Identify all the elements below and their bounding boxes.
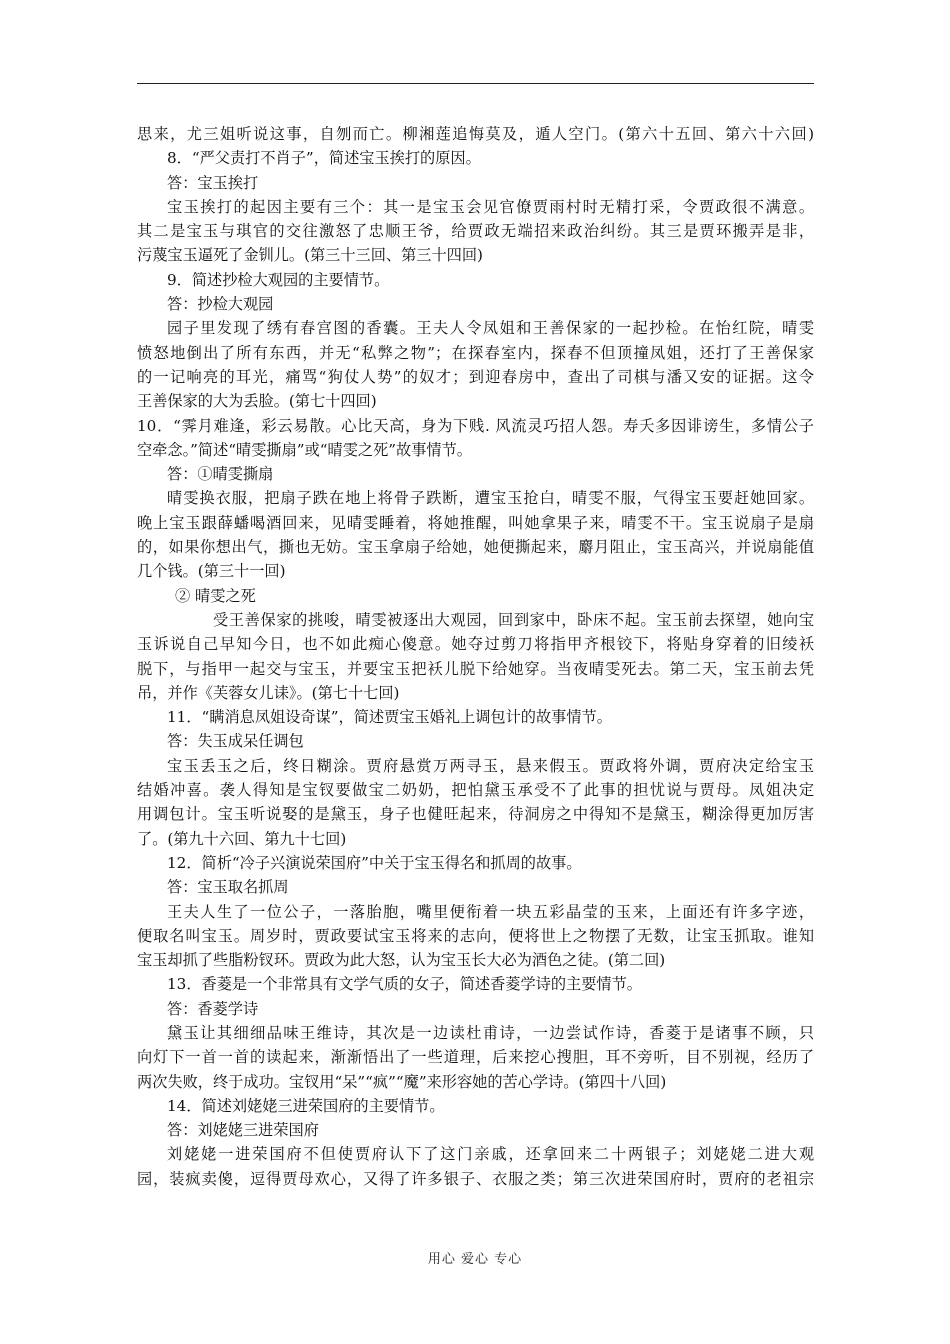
text-line: 晴雯换衣服，把扇子跌在地上将骨子跌断，遭宝玉抢白，晴雯不服，气得宝玉要赶她回家。 <box>167 489 814 508</box>
text-line: 几个钱。(第三十一回) <box>137 562 286 581</box>
text-line: 9．简述抄检大观园的主要情节。 <box>167 270 390 289</box>
text-line: 结婚冲喜。袭人得知是宝钗要做宝二奶奶，把怕黛玉承受不了此事的担忧说与贾母。凤姐决定 <box>137 781 814 800</box>
text-line: 晚上宝玉跟薛蟠喝酒回来，见晴雯睡着，将她推醒，叫她拿果子来，晴雯不干。宝玉说扇子是扇 <box>137 513 814 532</box>
text-line: 其二是宝玉与琪官的交往激怒了忠顺王爷，给贾政无端招来政治纠纷。其三是贾环搬弄是非， <box>137 222 814 241</box>
text-line: 王善保家的大为丢脸。(第七十四回) <box>137 392 377 411</box>
text-line: 污蔑宝玉逼死了金钏儿。(第三十三回、第三十四回) <box>137 246 483 265</box>
text-line: 黛玉让其细细品味王维诗，其次是一边读杜甫诗，一边尝试作诗，香菱于是诸事不顾，只 <box>167 1023 814 1042</box>
document-body <box>137 122 814 1191</box>
text-line: 园子里发现了绣有春宫图的香囊。王夫人令凤姐和王善保家的一起抄检。在怡红院，晴雯 <box>167 319 814 338</box>
text-line: 13．香菱是一个非常具有文学气质的女子，简述香菱学诗的主要情节。 <box>167 975 642 994</box>
text-line: 10．“霁月难逢，彩云易散。心比天高，身为下贱. 风流灵巧招人怨。寿夭多因诽谤生，多情公子 <box>137 416 814 435</box>
text-line: 两次失败，终于成功。宝钗用“呆”“疯”“魔”来形容她的苦心学诗。(第四十八回) <box>137 1072 667 1091</box>
text-line: 便取名叫宝玉。周岁时，贾政要试宝玉将来的志向，便将世上之物摆了无数，让宝玉抓取。谁知 <box>137 926 814 945</box>
text-line: 向灯下一首一首的读起来，渐渐悟出了一些道理，后来挖心搜胆，耳不旁听，目不别视，经历了 <box>137 1048 814 1067</box>
text-line: 园，装疯卖傻，逗得贾母欢心，又得了许多银子、衣服之类；第三次进荣国府时，贾府的老祖宗 <box>137 1169 814 1188</box>
text-line: 答：香菱学诗 <box>167 999 259 1018</box>
text-line: 用调包计。宝玉听说娶的是黛玉，身子也健旺起来，待洞房之中得知不是黛玉，糊涂得更加厉害 <box>137 805 814 824</box>
text-line: 答：刘姥姥三进荣国府 <box>167 1121 319 1140</box>
text-line: 8．“严父责打不肖子”，简述宝玉挨打的原因。 <box>167 149 481 168</box>
text-line: 脱下，与指甲一起交与宝玉，并要宝玉把袄儿脱下给她穿。当夜晴雯死去。第二天，宝玉前去凭 <box>137 659 814 678</box>
page-footer: 用心 爱心 专心 <box>427 1252 523 1267</box>
text-line: 答：宝玉挨打 <box>167 173 259 192</box>
text-line: 空牵念。”简述“晴雯撕扇”或“晴雯之死”故事情节。 <box>137 440 472 459</box>
text-line: 14．简述刘姥姥三进荣国府的主要情节。 <box>167 1096 445 1115</box>
text-line: 受王善保家的挑唆，晴雯被逐出大观园，回到家中，卧床不起。宝玉前去探望，她向宝 <box>213 610 814 629</box>
text-line: 的，如果你想出气，撕也无妨。宝玉拿扇子给她，她便撕起来，麝月阻止，宝玉高兴，并说扇能值 <box>137 538 814 557</box>
text-line: 答：宝玉取名抓周 <box>167 878 289 897</box>
text-line: 答：失玉成呆任调包 <box>167 732 304 751</box>
text-line: 答：抄检大观园 <box>167 295 274 314</box>
text-line: 宝玉丢玉之后，终日糊涂。贾府悬赏万两寻玉，悬来假玉。贾政将外调，贾府决定给宝玉 <box>167 756 814 775</box>
text-line: 了。(第九十六回、第九十七回) <box>137 829 347 848</box>
text-line: 王夫人生了一位公子，一落胎胞，嘴里便衔着一块五彩晶莹的玉来，上面还有许多字迹， <box>167 902 814 921</box>
text-line: 思来，尤三姐听说这事，自刎而亡。柳湘莲追悔莫及，遁人空门。(第六十五回、第六十六回) <box>137 125 814 143</box>
text-line: 宝玉却抓了些脂粉钗环。贾政为此大怒，认为宝玉长大必为酒色之徒。(第二回) <box>137 951 666 970</box>
text-line: 吊，并作《芙蓉女儿诔》。(第七十七回) <box>137 683 400 702</box>
text-line: 的一记响亮的耳光，痛骂“狗仗人势”的奴才；到迎春房中，查出了司棋与潘又安的证据。这令 <box>137 367 814 386</box>
text-line: 玉诉说自己早知今日，也不如此痴心傻意。她夺过剪刀将指甲齐根铰下，将贴身穿着的旧绫袄 <box>137 635 814 654</box>
text-line: ② 晴雯之死 <box>175 586 256 605</box>
header-rule <box>137 83 814 84</box>
text-line: 答：①晴雯撕扇 <box>167 465 274 484</box>
text-line: 刘姥姥一进荣国府不但使贾府认下了这门亲戚，还拿回来二十两银子；刘姥姥二进大观 <box>167 1145 814 1164</box>
text-line: 宝玉挨打的起因主要有三个：其一是宝玉会见官僚贾雨村时无精打采，令贾政很不满意。 <box>167 197 814 216</box>
text-line: 11．“瞒消息凤姐设奇谋”，简述贾宝玉婚礼上调包计的故事情节。 <box>167 708 612 727</box>
text-line: 12．简析“冷子兴演说荣国府”中关于宝玉得名和抓周的故事。 <box>167 853 582 872</box>
text-line: 愤怒地倒出了所有东西，并无“私弊之物”；在探春室内，探春不但顶撞凤姐，还打了王善保家 <box>137 343 814 362</box>
